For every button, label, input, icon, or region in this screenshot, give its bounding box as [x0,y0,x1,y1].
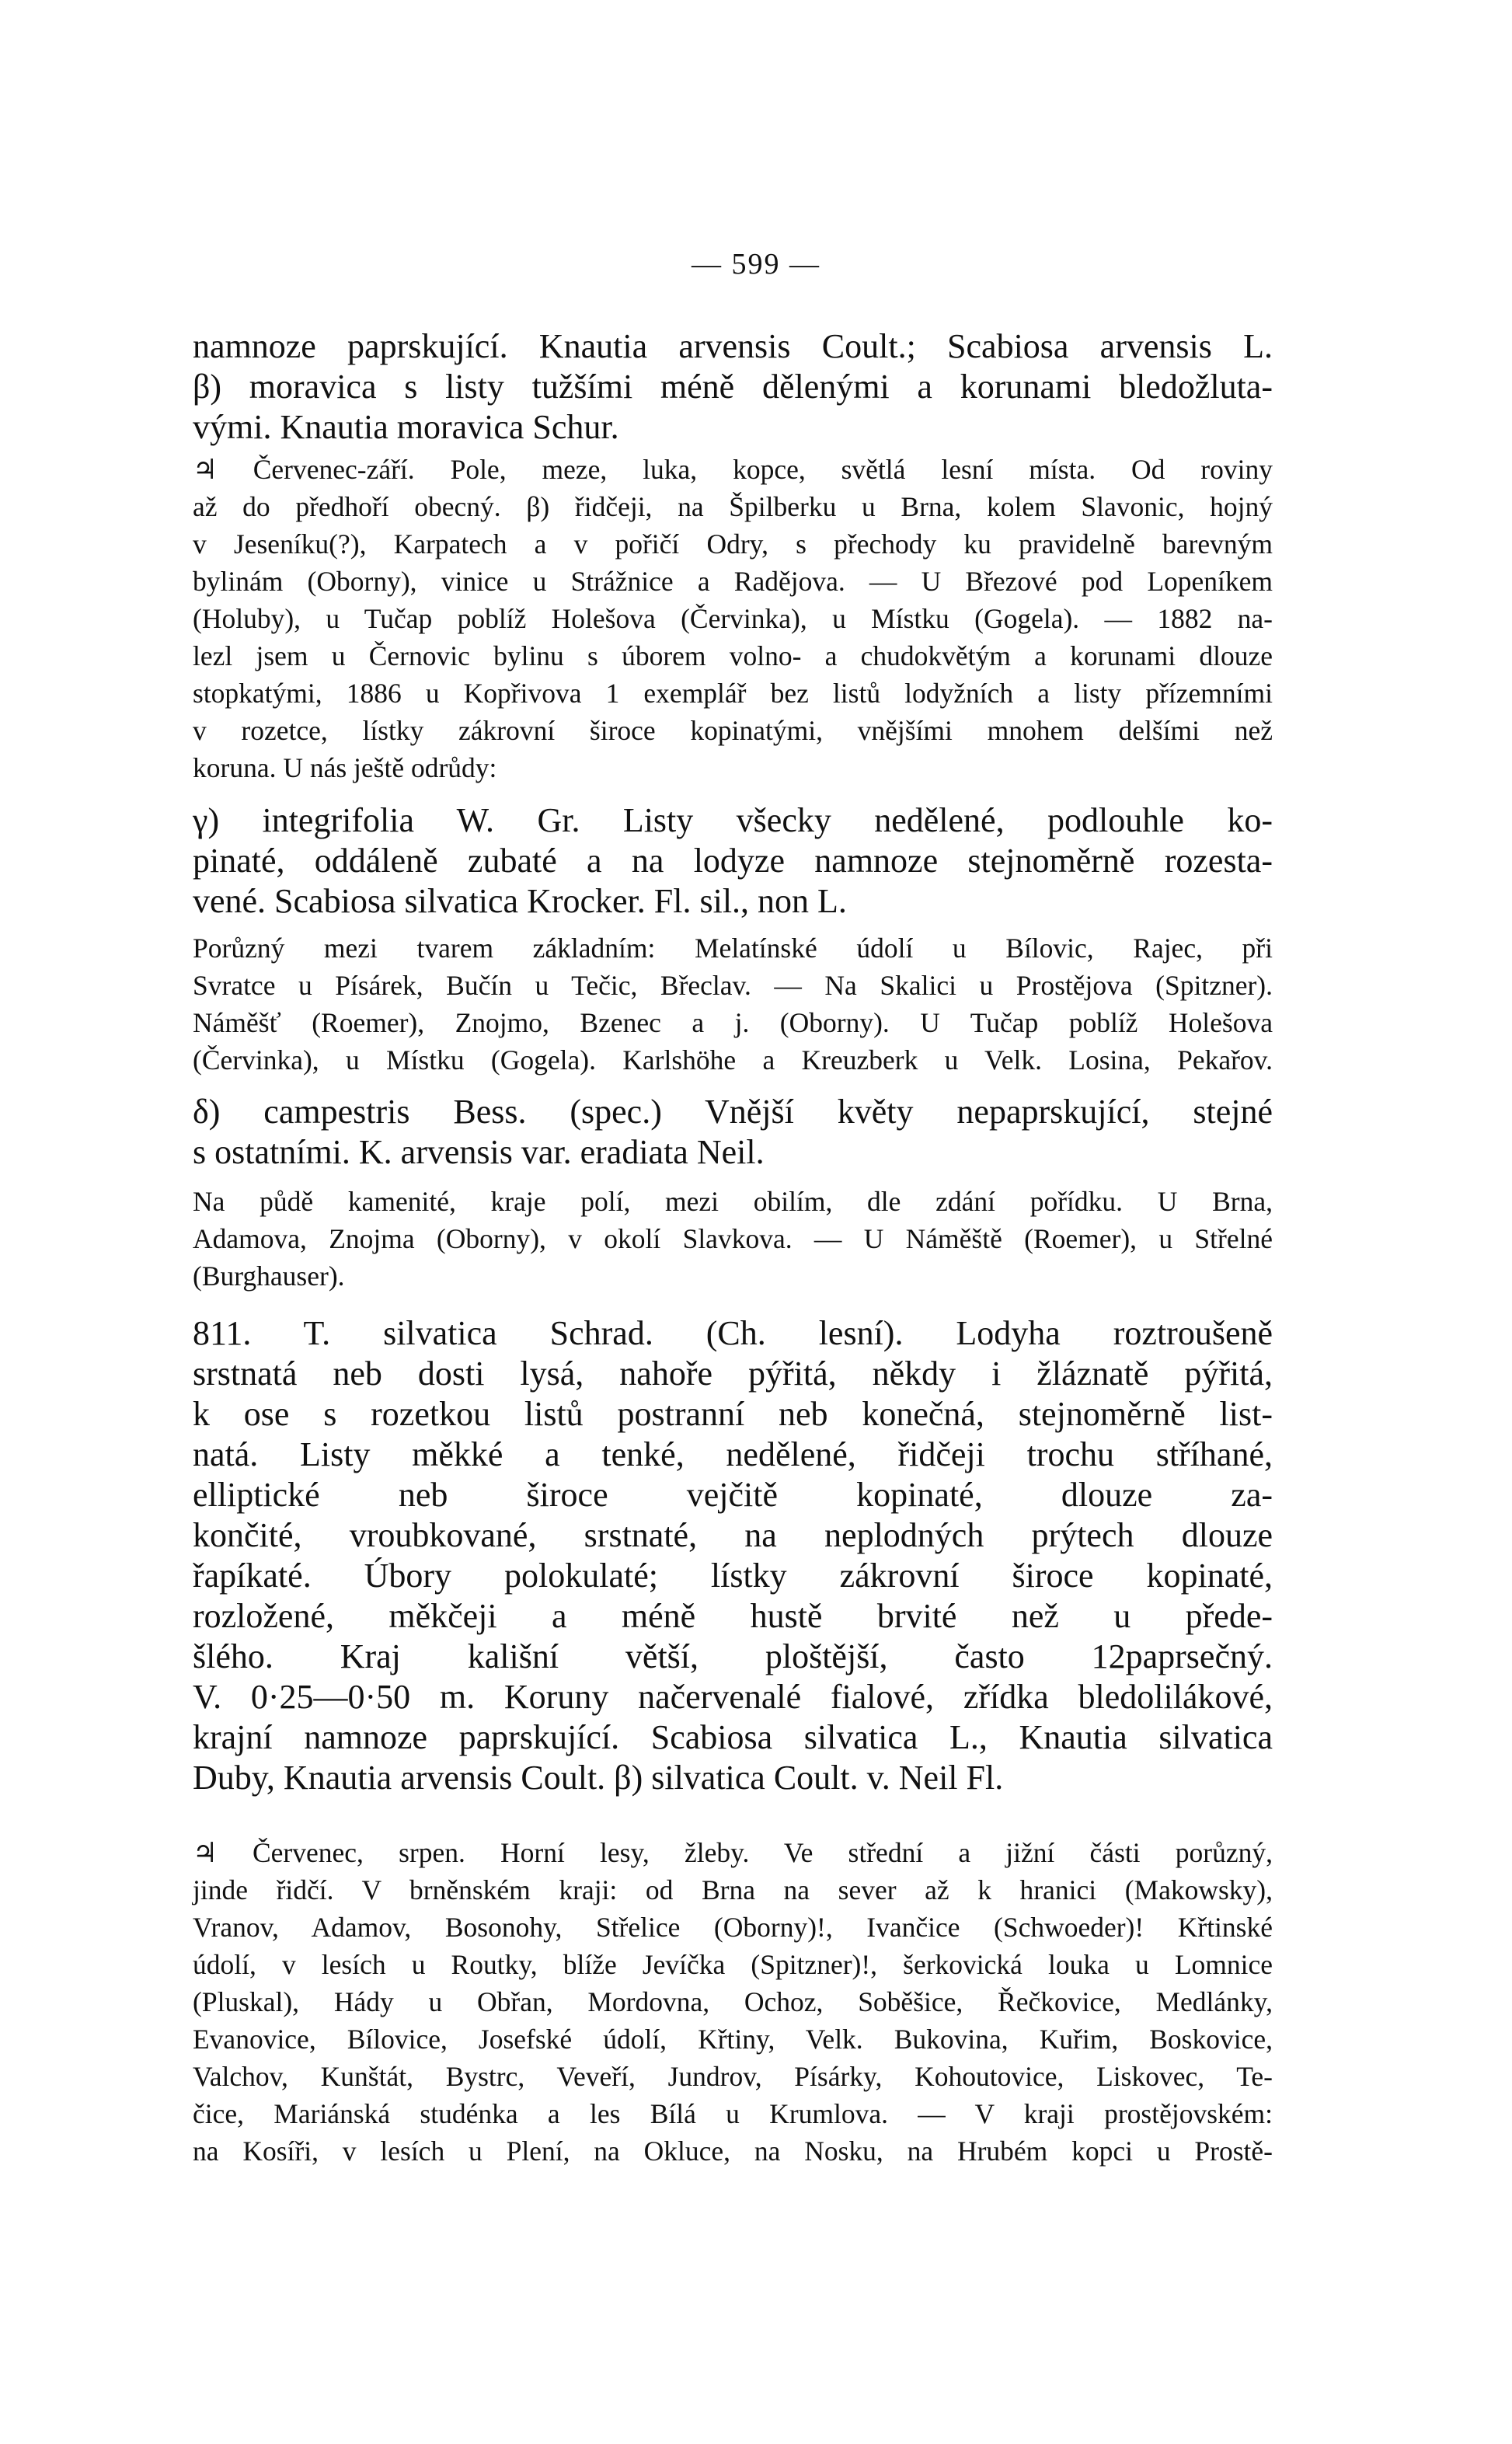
text-line: γ) integrifolia W. Gr. Listy všecky nedělené, podlouhle ko- [193,801,1273,839]
text-line: pinaté, oddáleně zubaté a na lodyze namnoze stejnoměrně rozesta- [193,842,1273,880]
text-line: v rozetce, lístky zákrovní široce kopinatými, vnějšími mnohem delšími než [193,715,1273,746]
text-line: Evanovice, Bílovice, Josefské údolí, Křtiny, Velk. Bukovina, Kuřim, Boskovice, [193,2024,1273,2055]
text-line: vými. Knautia moravica Schur. [193,408,619,446]
text-line: β) moravica s listy tužšími méně dělenými a korunami bledožluta- [193,368,1273,406]
page-number: — 599 — [692,248,820,281]
text-line: namnoze paprskující. Knautia arvensis Coult.; Scabiosa arvensis L. [193,327,1273,365]
text-line: až do předhoří obecný. β) řidčeji, na Špilberku u Brna, kolem Slavonic, hojný [193,491,1273,522]
species-811-description [193,1313,1273,1798]
text-line: řapíkaté. Úbory polokulaté; lístky zákrovní široce kopinaté, [193,1557,1273,1595]
text-line: (Burghauser). [193,1260,345,1292]
text-line: (Pluskal), Hády u Obřan, Mordovna, Ochoz, Soběšice, Řečkovice, Medlánky, [193,1986,1273,2017]
text-line: rozložené, měkčeji a méně hustě brvité než u přede- [193,1597,1273,1635]
text-line: V. 0·25—0·50 m. Koruny načervenalé fialové, zřídka bledolilákové, [193,1678,1273,1716]
text-line: s ostatními. K. arvensis var. eradiata Neil. [193,1133,765,1171]
species-811-localities [193,1834,1273,2170]
paragraph-integrifolia [193,800,1273,922]
paragraph-integrifolia-localities [193,929,1273,1079]
text-line: Náměšť (Roemer), Znojmo, Bzenec a j. (Oborny). U Tučap poblíž Holešova [193,1007,1273,1038]
text-line: končité, vroubkované, srstnaté, na neplodných prýtech dlouze [193,1516,1273,1554]
text-line: (Červinka), u Místku (Gogela). Karlshöhe a Kreuzberk u Velk. Losina, Pekařov. [193,1044,1273,1076]
text-line: Svratce u Písárek, Bučín u Tečic, Břeclav. — Na Skalici u Prostějova (Spitzner). [193,970,1273,1001]
text-line: na Kosíři, v lesích u Plení, na Okluce, na Nosku, na Hrubém kopci u Prostě- [193,2135,1273,2167]
text-line: v Jeseníku(?), Karpatech a v pořičí Odry, s přechody ku pravidelně barevným [193,528,1273,560]
text-line: šlého. Kraj kališní větší, ploštější, často 12paprsečný. [193,1637,1273,1675]
text-line: δ) campestris Bess. (spec.) Vnější květy nepaprskující, stejné [193,1093,1273,1131]
text-line: stopkatými, 1886 u Kopřivova 1 exemplář bez listů lodyžních a listy přízemními [193,678,1273,709]
text-line: koruna. U nás ještě odrůdy: [193,752,497,783]
text-line: k ose s rozetkou listů postranní neb konečná, stejnoměrně list- [193,1395,1273,1433]
text-line: ♃ Červenec, srpen. Horní lesy, žleby. Ve střední a jižní části porůzný, [193,1837,1273,1868]
text-line: Vranov, Adamov, Bosonohy, Střelice (Oborny)!, Ivančice (Schwoeder)! Křtinské [193,1912,1273,1943]
text-line: krajní namnoze paprskující. Scabiosa silvatica L., Knautia silvatica [193,1718,1273,1756]
text-line: jinde řidčí. V brněnském kraji: od Brna na sever až k hranici (Makowsky), [193,1874,1273,1905]
paragraph-moravica [193,326,1273,448]
text-line: bylinám (Oborny), vinice u Strážnice a Radějova. — U Březové pod Lopeníkem [193,566,1273,597]
paragraph-campestris [193,1092,1273,1173]
text-line: Na půdě kamenité, kraje polí, mezi obilím, dle zdání pořídku. U Brna, [193,1186,1273,1217]
text-line: srstnatá neb dosti lysá, nahoře pýřitá, někdy i žláznatě pýřitá, [193,1354,1273,1393]
text-line: 811. T. silvatica Schrad. (Ch. lesní). Lodyha roztroušeně [193,1314,1273,1352]
text-line: natá. Listy měkké a tenké, nedělené, řidčeji trochu stříhané, [193,1435,1273,1473]
paragraph-distribution [193,451,1273,786]
text-line: Adamova, Znojma (Oborny), v okolí Slavkova. — U Náměště (Roemer), u Střelné [193,1223,1273,1254]
text-line: čice, Mariánská studénka a les Bílá u Krumlova. — V kraji prostějovském: [193,2098,1273,2129]
text-line: Valchov, Kunštát, Bystrc, Veveří, Jundrov, Písárky, Kohoutovice, Liskovec, Te- [193,2061,1273,2092]
text-line: (Holuby), u Tučap poblíž Holešova (Červinka), u Místku (Gogela). — 1882 na- [193,603,1273,634]
text-line: elliptické neb široce vejčitě kopinaté, dlouze za- [193,1476,1273,1514]
text-line: vené. Scabiosa silvatica Krocker. Fl. sil., non L. [193,882,847,920]
text-line: Duby, Knautia arvensis Coult. β) silvatica Coult. v. Neil Fl. [193,1759,1004,1797]
text-line: Porůzný mezi tvarem základním: Melatínské údolí u Bílovic, Rajec, při [193,933,1273,964]
text-line: ♃ Červenec-září. Pole, meze, luka, kopce, světlá lesní místa. Od roviny [193,454,1273,485]
text-line: údolí, v lesích u Routky, blíže Jevíčka (Spitzner)!, šerkovická louka u Lomnice [193,1949,1273,1980]
text-line: lezl jsem u Černovic bylinu s úborem volno- a chudokvětým a korunami dlouze [193,640,1273,671]
paragraph-campestris-localities [193,1183,1273,1295]
